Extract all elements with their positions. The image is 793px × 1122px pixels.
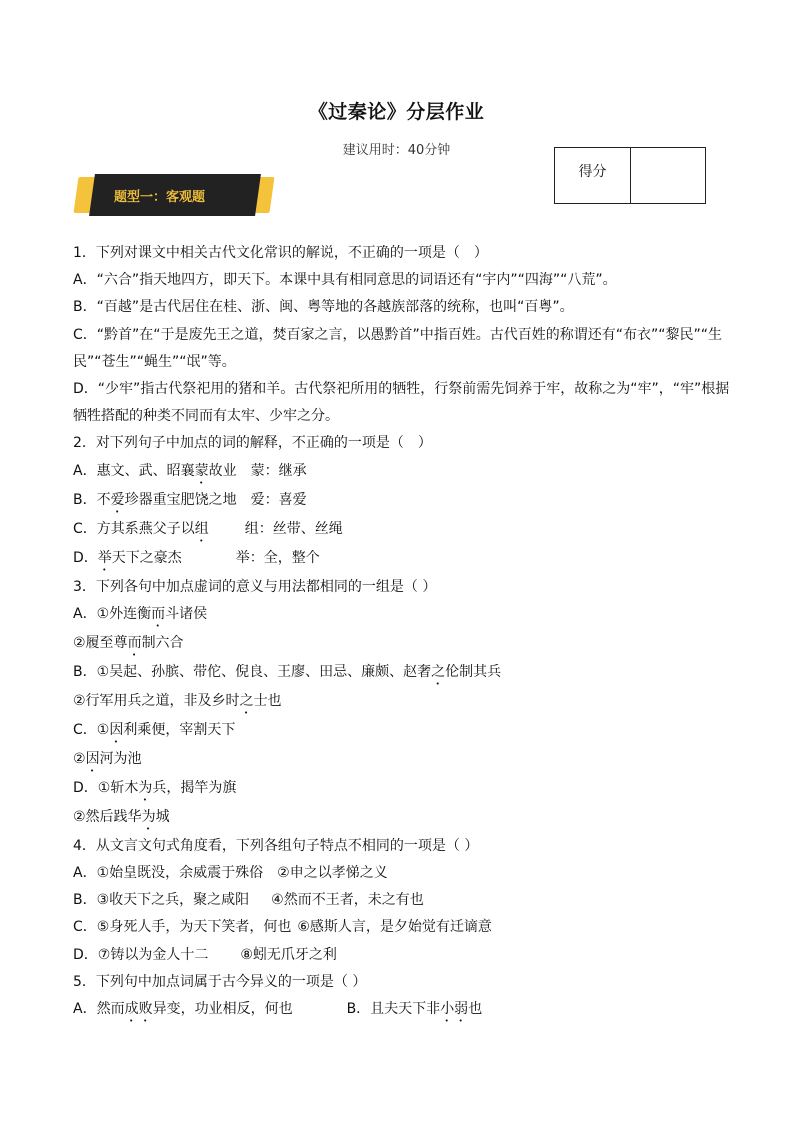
option-text: ⑥感斯人言，是夕始觉有迁谪意	[297, 919, 492, 936]
question-5-stem: 5．下列句中加点词属于古今异义的一项是（ ）	[73, 973, 367, 990]
question-4-option-b	[73, 887, 733, 914]
question-1-option-d-line1: D．“少牢”指古代祭祀用的猪和羊。古代祭祀所用的牺牲，行祭前需先饲养于牢，故称之为“牢”，“牢”根据	[73, 381, 730, 398]
dotted-word: 成败	[124, 1001, 153, 1018]
option-text: A．然而	[73, 1001, 125, 1018]
suggested-time: 建议用时：40分钟	[342, 143, 451, 158]
score-box	[554, 147, 706, 204]
option-text: 珍器重宝肥饶之地	[124, 491, 237, 508]
question-1-option-a: A．“六合”指天地四方，即天下。本课中具有相同意思的词语还有“宇内”“四海”“八荒”。	[73, 272, 617, 289]
option-text: 异变，功业相反，何也	[152, 1001, 293, 1018]
question-3-stem: 3．下列各句中加点虚词的意义与用法都相同的一组是（ ）	[73, 578, 437, 595]
dotted-word: 蒙	[194, 462, 209, 479]
dotted-word: 组	[194, 520, 209, 537]
score-label: 得分	[555, 148, 631, 203]
dotted-word: 之	[239, 692, 254, 709]
option-text: B．③收天下之兵，聚之咸阳	[73, 892, 250, 909]
option-text: C．⑤身死人手，为天下笑者，何也	[73, 919, 292, 936]
question-2-option-a	[73, 458, 733, 487]
dotted-word: 为	[138, 779, 153, 796]
question-1-option-c-line2: 民”“苍生”“蝇生”“氓”等。	[73, 353, 236, 370]
option-text: C．方其系燕父子以	[73, 520, 195, 537]
option-text: 利乘便，宰割天下	[123, 721, 236, 738]
score-value-cell[interactable]	[631, 148, 705, 203]
option-text: A．①外连衡	[73, 605, 152, 622]
option-text: B．不	[73, 491, 111, 508]
question-3-option-d-1	[73, 775, 733, 804]
option-text: 士也	[253, 692, 282, 709]
question-1-option-b: B．“百越”是古代居住在桂、浙、闽、粤等地的各越族部落的统称，也叫“百粤”。	[73, 299, 574, 316]
dotted-word: 而	[151, 605, 166, 622]
option-text: D．①斩木	[73, 779, 139, 796]
option-text: ②履至尊	[73, 634, 128, 651]
option-text: ⑧蚓无爪牙之利	[240, 946, 337, 963]
option-explanation: 蒙：继承	[250, 462, 307, 479]
section-label: 题型一：客观题	[114, 190, 206, 205]
option-text: B．且夫天下非	[346, 1001, 441, 1018]
dotted-word: 小弱	[440, 1001, 469, 1018]
option-text: B．①吴起、孙膑、带佗、倪良、王廖、田忌、廉颇、赵奢	[73, 663, 432, 680]
question-3-option-b-2	[73, 688, 733, 717]
option-text: ④然而不王者，未之有也	[271, 892, 424, 909]
question-5-options-ab	[73, 996, 733, 1025]
question-1-option-c-line1: C．“黔首”在“于是废先王之道，焚百家之言，以愚黔首”中指百姓。古代百姓的称谓还有“布衣”“黎民”“生	[73, 326, 723, 343]
question-2-option-c	[73, 516, 733, 545]
option-text: 兵，揭竿为旗	[152, 779, 237, 796]
dotted-word: 而	[127, 634, 142, 651]
option-text: 斗诸侯	[165, 605, 208, 622]
question-3-option-a-2	[73, 630, 733, 659]
page-title: 《过秦论》分层作业	[308, 101, 485, 123]
option-text: C．①	[73, 721, 110, 738]
option-text: 伦制其兵	[445, 663, 502, 680]
option-text: 也	[468, 1001, 483, 1018]
option-text: A．惠文、武、昭襄	[73, 462, 195, 479]
question-1-stem: 1．下列对课文中相关古代文化常识的解说，不正确的一项是（ ）	[73, 245, 488, 261]
dotted-word: 为	[141, 808, 156, 825]
question-3-option-b-1	[73, 659, 733, 688]
option-text: D．⑦铸以为金人十二	[73, 946, 209, 963]
question-4-option-d	[73, 942, 733, 969]
option-text: ②	[73, 750, 86, 767]
question-content	[73, 240, 733, 1025]
question-3-option-a-1	[73, 601, 733, 630]
option-text: 河为池	[99, 750, 142, 767]
question-2-option-b	[73, 487, 733, 516]
dotted-word: 举	[97, 549, 112, 566]
option-explanation: 举：全，整个	[235, 549, 320, 566]
option-text: 城	[155, 808, 170, 825]
dotted-word: 爱	[110, 491, 125, 508]
question-4-option-a	[73, 860, 733, 887]
option-text: 天下之豪杰	[111, 549, 182, 566]
option-text: 故业	[208, 462, 237, 479]
option-text: A．①始皇既没，余威震于殊俗	[73, 865, 264, 882]
question-3-option-c-1	[73, 717, 733, 746]
section-banner	[76, 174, 272, 216]
question-2-option-d	[73, 545, 733, 574]
question-1-option-d-line2: 牺牲搭配的种类不同而有太牢、少牢之分。	[73, 408, 339, 425]
question-3-option-d-2	[73, 804, 733, 833]
option-explanation: 组：丝带、丝绳	[244, 520, 343, 537]
option-text: 制六合	[141, 634, 184, 651]
option-text: ②申之以孝悌之义	[277, 865, 388, 882]
option-text: ②行军用兵之道，非及乡时	[73, 692, 240, 709]
dotted-word: 因	[85, 750, 100, 767]
option-explanation: 爱：喜爱	[250, 491, 307, 508]
dotted-word: 之	[431, 663, 446, 680]
question-2-stem: 2．对下列句子中加点的词的解释，不正确的一项是（ ）	[73, 435, 432, 452]
option-text: ②然后践华	[73, 808, 142, 825]
question-4-option-c	[73, 914, 733, 941]
question-4-stem: 4．从文言文句式角度看，下列各组句子特点不相同的一项是（ ）	[73, 837, 479, 854]
dotted-word: 因	[109, 721, 124, 738]
option-text: D．	[73, 549, 98, 566]
question-3-option-c-2	[73, 746, 733, 775]
